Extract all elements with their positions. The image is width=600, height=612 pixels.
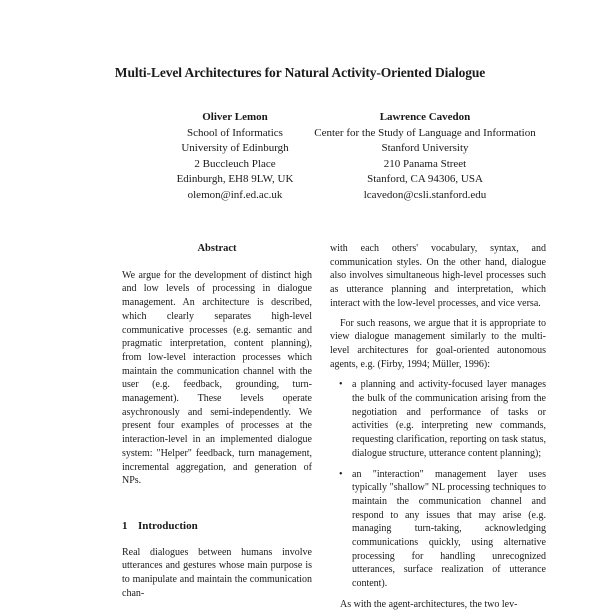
bullet-icon: • [339,468,343,480]
body-paragraph-3: As with the agent-architectures, the two lev- [340,598,518,610]
section-title: Introduction [138,519,198,532]
author-institution: Stanford University [381,142,469,155]
author-email: lcavedon@csli.stanford.edu [363,188,487,201]
author-block-cavedon [290,110,560,204]
body-paragraph-1: with each others' vocabulary, syntax, and communication styles. On the other hand, dialogue also involves simultaneous high-level processes such as utterance planning and interpretation, which interact with the low-level processes, and vice versa. [330,243,546,309]
author-affiliation: Center for the Study of Language and Information [314,126,536,139]
bullet-text: a planning and activity-focused layer manages the bulk of the communication arising from the negotiation and performance of tasks or activities (e.g. interpreting new commands, requesting clarification, reporting on task status, dialogue structure, utterance content planning); [352,379,546,459]
author-name: Lawrence Cavedon [379,111,471,123]
section-heading-introduction [122,520,312,534]
bullet-item [330,468,546,591]
left-column [122,242,312,600]
bullet-text: an "interaction" management layer uses typically "shallow" NL processing techniques to maintain the communication channel and respond to any issues that may arise (e.g. managing turn-taking, acknowledging communications quickly, using alternative processing for handling unrecognized utterances, surface realization of utterance content). [352,468,546,590]
introduction-text: Real dialogues between humans involve utterances and gestures whose main purpose is to manipulate and maintain the communication chan- [122,546,312,599]
bullet-icon: • [339,379,343,391]
bullet-list [330,378,546,591]
abstract-text: We argue for the development of distinct high and low levels of processing in dialogue management. An architecture is described, which clearly separates high-level communicative processes (e.g. semantic and pragmatic interpretation, content planning), from low-level interaction processes which maintain the communication channel with the user (e.g. feedback, grounding, turn-management). These levels operate asychronously and semi-independently. We present four examples of processes at the interaction-level in an implemented dialogue system: "Helper" feedback, turn management, incremental aggregation, and generation of NPs. [122,269,312,487]
right-column [330,242,546,612]
author-affiliation: School of Informatics [187,126,283,139]
abstract-heading: Abstract [197,243,237,254]
author-street: 210 Panama Street [383,157,467,170]
paper-title: Multi-Level Architectures for Natural Activity-Oriented Dialogue [114,65,486,80]
body-paragraph-2: For such reasons, we argue that it is appropriate to view dialogue management similarly to the multi-level architectures for goal-oriented autonomous agents, e.g. (Firby, 1994; Müller, 1996): [330,317,546,370]
author-institution: University of Edinburgh [181,142,289,155]
author-email: olemon@inf.ed.ac.uk [187,188,283,201]
author-city: Stanford, CA 94306, USA [367,173,483,186]
author-city: Edinburgh, EH8 9LW, UK [176,173,294,186]
author-name: Oliver Lemon [202,111,268,123]
author-street: 2 Buccleuch Place [194,157,276,170]
bullet-item [330,378,546,460]
section-number: 1 [122,519,128,532]
